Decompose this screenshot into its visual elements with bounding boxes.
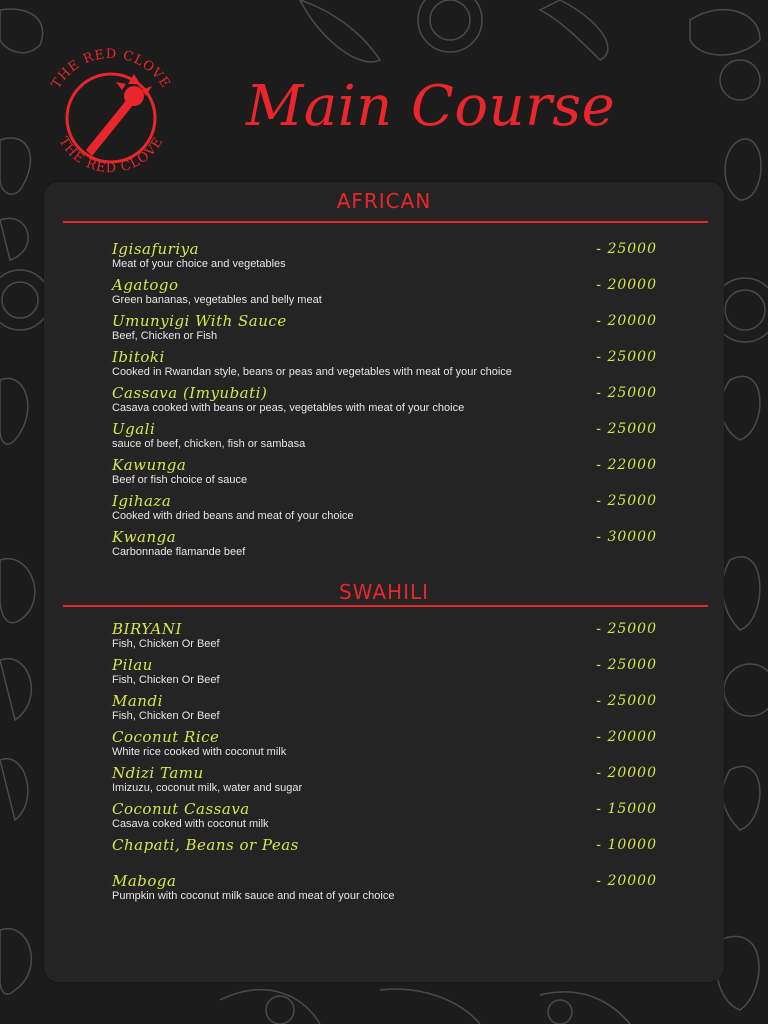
- item-price: - 20000: [596, 873, 657, 889]
- item-name: Igisafuriya: [112, 240, 200, 258]
- menu-item: [112, 692, 657, 728]
- item-name: Pilau: [112, 656, 153, 674]
- item-name: Ndizi Tamu: [112, 764, 204, 782]
- svg-text:THE RED CLOVE: THE RED CLOVE: [55, 134, 167, 177]
- item-description: Casava coked with coconut milk: [112, 818, 269, 830]
- item-description: Imizuzu, coconut milk, water and sugar: [112, 782, 303, 794]
- menu-item: [112, 420, 657, 456]
- item-price: - 25000: [596, 385, 657, 401]
- item-description: Cooked in Rwandan style, beans or peas and vegetables with meat of your choice: [112, 366, 512, 378]
- item-name: Agatogo: [112, 276, 179, 294]
- item-description: White rice cooked with coconut milk: [112, 746, 287, 758]
- item-name: Umunyigi With Sauce: [112, 312, 287, 330]
- item-name: Coconut Rice: [112, 728, 220, 746]
- svg-text:THE RED CLOVE: THE RED CLOVE: [48, 46, 174, 92]
- item-price: - 20000: [596, 277, 657, 293]
- menu-item: [112, 800, 657, 836]
- menu-item: [112, 384, 657, 420]
- item-price: - 25000: [596, 493, 657, 509]
- item-name: BIRYANI: [112, 620, 182, 638]
- item-name: Mandi: [112, 692, 163, 710]
- item-price: - 20000: [596, 765, 657, 781]
- item-price: - 25000: [596, 421, 657, 437]
- menu-item: [112, 764, 657, 800]
- item-price: - 15000: [596, 801, 657, 817]
- item-name: Kawunga: [112, 456, 187, 474]
- item-name: Igihaza: [112, 492, 172, 510]
- menu-item: [112, 728, 657, 764]
- item-description: Meat of your choice and vegetables: [112, 258, 286, 270]
- item-name: Cassava (Imyubati): [112, 384, 268, 402]
- the-red-clove-logo: [36, 40, 186, 190]
- item-description: sauce of beef, chicken, fish or sambasa: [112, 438, 306, 450]
- item-name: Ugali: [112, 420, 156, 438]
- item-price: - 20000: [596, 313, 657, 329]
- menu-item: [112, 348, 657, 384]
- item-price: - 30000: [596, 529, 657, 545]
- section-title-swahili: SWAHILI: [338, 580, 430, 604]
- item-description: Beef or fish choice of sauce: [112, 474, 248, 486]
- item-description: Cooked with dried beans and meat of your choice: [112, 510, 354, 522]
- menu-item: [112, 492, 657, 528]
- page-title: Main Course: [246, 74, 616, 139]
- item-description: Fish, Chicken Or Beef: [112, 638, 220, 650]
- section-divider: [63, 221, 708, 223]
- item-description: Carbonnade flamande beef: [112, 546, 246, 558]
- section-divider: [63, 605, 708, 607]
- item-name: Coconut Cassava: [112, 800, 250, 818]
- item-price: - 25000: [596, 621, 657, 637]
- menu-item: [112, 836, 657, 872]
- section-title-african: AFRICAN: [336, 189, 432, 213]
- item-name: Maboga: [112, 872, 177, 890]
- menu-item: [112, 872, 657, 908]
- item-price: - 20000: [596, 729, 657, 745]
- item-description: Fish, Chicken Or Beef: [112, 674, 220, 686]
- menu-item: [112, 456, 657, 492]
- item-name: Ibitoki: [112, 348, 165, 366]
- menu-item: [112, 620, 657, 656]
- item-price: - 10000: [596, 837, 657, 853]
- item-description: Pumpkin with coconut milk sauce and meat of your choice: [112, 890, 395, 902]
- menu-item: [112, 656, 657, 692]
- menu-item: [112, 528, 657, 564]
- menu-item: [112, 312, 657, 348]
- item-price: - 22000: [596, 457, 657, 473]
- item-price: - 25000: [596, 349, 657, 365]
- item-description: Casava cooked with beans or peas, vegetables with meat of your choice: [112, 402, 465, 414]
- item-description: Beef, Chicken or Fish: [112, 330, 218, 342]
- menu-item: [112, 240, 657, 276]
- item-description: Fish, Chicken Or Beef: [112, 710, 220, 722]
- item-name: Chapati, Beans or Peas: [112, 836, 299, 854]
- menu-item: [112, 276, 657, 312]
- item-description: Green bananas, vegetables and belly meat: [112, 294, 322, 306]
- item-price: - 25000: [596, 241, 657, 257]
- item-price: - 25000: [596, 693, 657, 709]
- item-name: Kwanga: [112, 528, 177, 546]
- item-price: - 25000: [596, 657, 657, 673]
